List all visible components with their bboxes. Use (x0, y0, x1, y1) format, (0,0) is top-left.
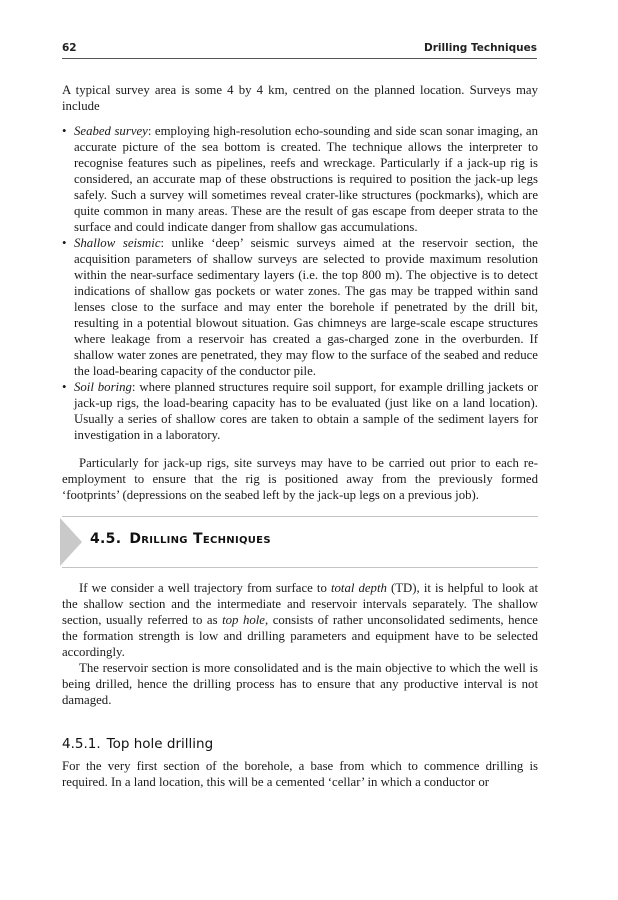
section-title (90, 531, 271, 547)
list-item-term: Soil boring (74, 380, 132, 394)
term-top-hole: top hole (222, 613, 265, 627)
term-total-depth: total depth (330, 581, 387, 595)
list-item (62, 123, 538, 235)
jackup-paragraph: Particularly for jack-up rigs, site surveys may have to be carried out prior to each re-employment to ensure that the rig is positioned away from the previously formed ‘footprints’ (depressions on the seabed left by the jack-up legs on a previous job). (62, 456, 538, 502)
section-number: 4.5. (90, 531, 122, 547)
td-paragraph (62, 580, 538, 660)
list-item-term: Shallow seismic (74, 236, 161, 250)
td-text-2: (TD), it is helpful to look at the shallow section and the intermediate and reservoir intervals separately. The shallow section, usually referred to as (62, 581, 539, 627)
section-rule-top (62, 516, 538, 517)
td-text-3: , consists of rather unconsolidated sediments, hence the formation strength is low and drilling parameters and equipment have to be selected accordingly. (62, 613, 538, 659)
page-number: 62 (62, 42, 77, 54)
bullet-icon: • (62, 236, 67, 250)
list-item-text: : employing high-resolution echo-sounding and side scan sonar imaging, an accurate picture of the sea bottom is created. The technique allows the interpreter to recognise features such as pipelines, reefs and wreckage. Particularly if a jack-up rig is considered, an accurate map of these obstructions is required to position the jack-up legs safely. Such a survey will sometimes reveal crater-like structures (pockmarks), which are quite common in many areas. These are the result of gas escape from deeper strata to the surface and could indicate danger from shallow gas accumulations. (74, 124, 538, 234)
list-item-text: : unlike ‘deep’ seismic surveys aimed at the reservoir section, the acquisition parameters of shallow surveys are selected to provide maximum resolution within the near-surface sedimentary layers (i.e. the top 800 m). The objective is to detect indications of shallow gas pockets or water zones. The gas may be trapped within sand lenses close to the surface and may enter the borehole if penetrated by the drill bit, resulting in a potential blowout situation. Gas chimneys are large-scale escape structures where leakage from a reservoir has created a gas-charged zone in the overburden. If shallow water zones are penetrated, they may flow to the surface of the seabed and reduce the load-bearing capacity of the conductor pile. (74, 236, 538, 378)
list-item-text: : where planned structures require soil support, for example drilling jackets or jack-up rigs, the load-bearing capacity has to be evaluated (just like on a land location). Usually a series of shallow cores are taken to obtain a sample of the sediment layers for investigation in a laboratory. (74, 380, 538, 442)
td-text-1: If we consider a well trajectory from surface to (79, 581, 331, 595)
subsection-title: Top hole drilling (106, 736, 214, 752)
intro-paragraph: A typical survey area is some 4 by 4 km, centred on the planned location. Surveys may include (62, 83, 538, 113)
section-rule-bottom (62, 567, 538, 568)
subsection-number: 4.5.1. (62, 736, 101, 752)
subsection-heading (62, 736, 538, 752)
bullet-icon: • (62, 380, 67, 394)
section-heading-block (62, 516, 538, 568)
section-arrow-icon (60, 518, 82, 566)
page-header (62, 40, 537, 59)
running-title: Drilling Techniques (424, 42, 537, 54)
list-item-term: Seabed survey (74, 124, 148, 138)
section-title-text: Drilling Techniques (129, 531, 271, 547)
tophole-paragraph: For the very first section of the borehole, a base from which to commence drilling is required. In a land location, this will be a cemented ‘cellar’ in which a conductor or (62, 759, 538, 789)
body-text (62, 82, 538, 790)
survey-list (62, 123, 538, 443)
reservoir-paragraph: The reservoir section is more consolidated and is the main objective to which the well is being drilled, hence the drilling process has to ensure that any productive interval is not damaged. (62, 661, 538, 707)
bullet-icon: • (62, 124, 67, 138)
list-item (62, 379, 538, 443)
list-item (62, 235, 538, 379)
